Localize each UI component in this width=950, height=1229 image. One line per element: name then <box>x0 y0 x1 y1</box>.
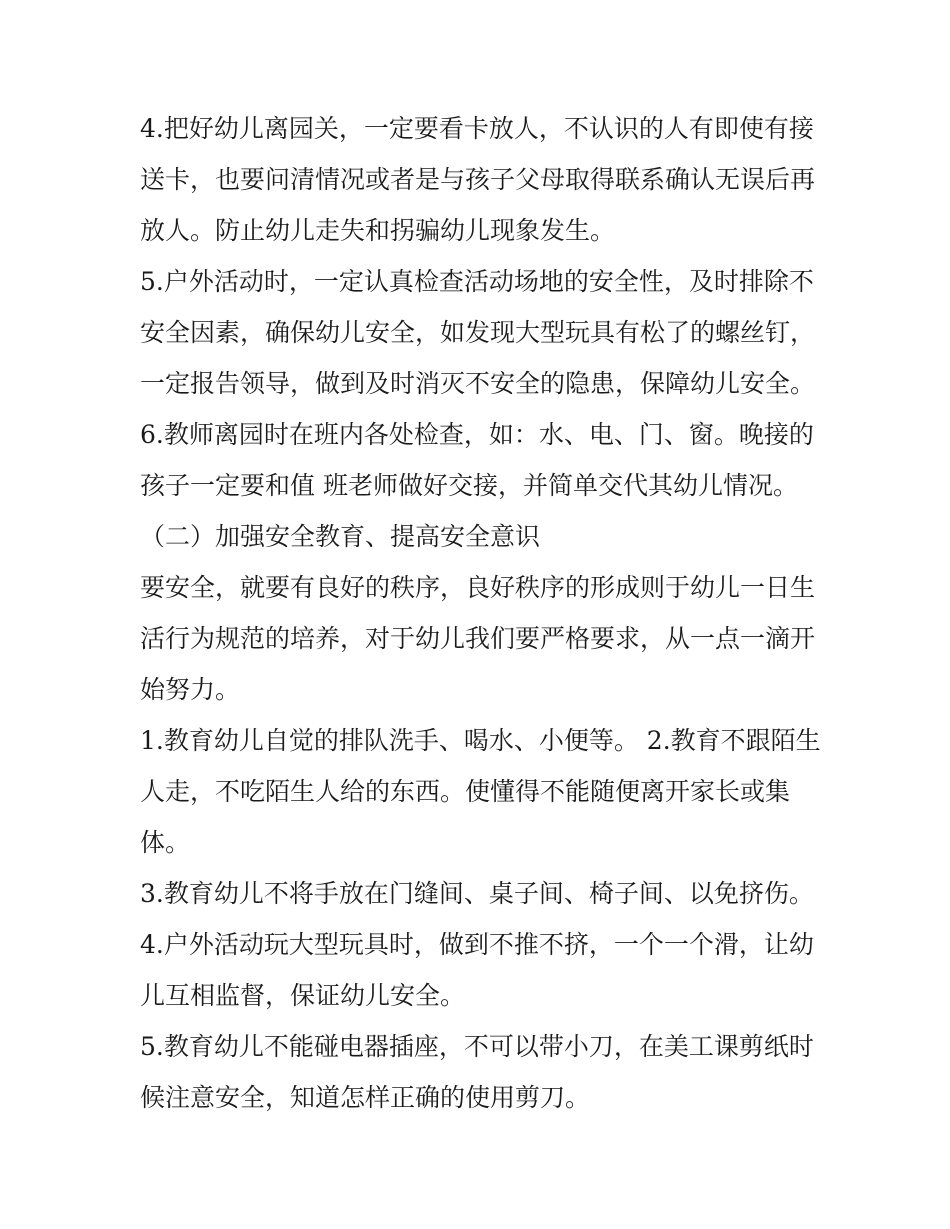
text-line: 5.户外活动时，一定认真检查活动场地的安全性，及时排除不 <box>140 267 814 296</box>
text-line: 放人。防止幼儿走失和拐骗幼儿现象发生。 <box>140 216 616 245</box>
document-body <box>140 103 820 1123</box>
text-line: 送卡，也要问清情况或者是与孩子父母取得联系确认无误后再 <box>140 165 816 194</box>
text-line: 要安全，就要有良好的秩序，良好秩序的形成则于幼儿一日生 <box>140 573 816 602</box>
text-line: 4.户外活动玩大型玩具时，做到不推不挤，一个一个滑，让幼 <box>140 930 814 959</box>
text-line: 一定报告领导，做到及时消灭不安全的隐患，保障幼儿安全。 <box>140 369 816 398</box>
text-line: 安全因素，确保幼儿安全，如发现大型玩具有松了的螺丝钉， <box>140 318 816 347</box>
text-line: 儿互相监督，保证幼儿安全。 <box>140 981 466 1010</box>
text-line: 始努力。 <box>140 675 241 704</box>
text-line: 候注意安全，知道怎样正确的使用剪刀。 <box>140 1083 591 1112</box>
text-line: 人走，不吃陌生人给的东西。使懂得不能随便离开家长或集 <box>140 777 791 806</box>
text-line: 6.教师离园时在班内各处检查，如：水、电、门、窗。晚接的 <box>140 420 814 449</box>
text-line: 1.教育幼儿自觉的排队洗手、喝水、小便等。 2.教育不跟陌生 <box>140 726 821 755</box>
text-line: 孩子一定要和值 班老师做好交接，并简单交代其幼儿情况。 <box>140 471 798 500</box>
text-line: 体。 <box>140 828 191 857</box>
text-line: 3.教育幼儿不将手放在门缝间、桌子间、椅子间、以免挤伤。 <box>140 879 814 908</box>
text-line: 4.把好幼儿离园关，一定要看卡放人，不认识的人有即使有接 <box>140 114 814 143</box>
text-line: 5.教育幼儿不能碰电器插座，不可以带小刀，在美工课剪纸时 <box>140 1032 814 1061</box>
text-line: 活行为规范的培养，对于幼儿我们要严格要求，从一点一滴开 <box>140 624 816 653</box>
section-heading: （二）加强安全教育、提高安全意识 <box>140 522 541 551</box>
